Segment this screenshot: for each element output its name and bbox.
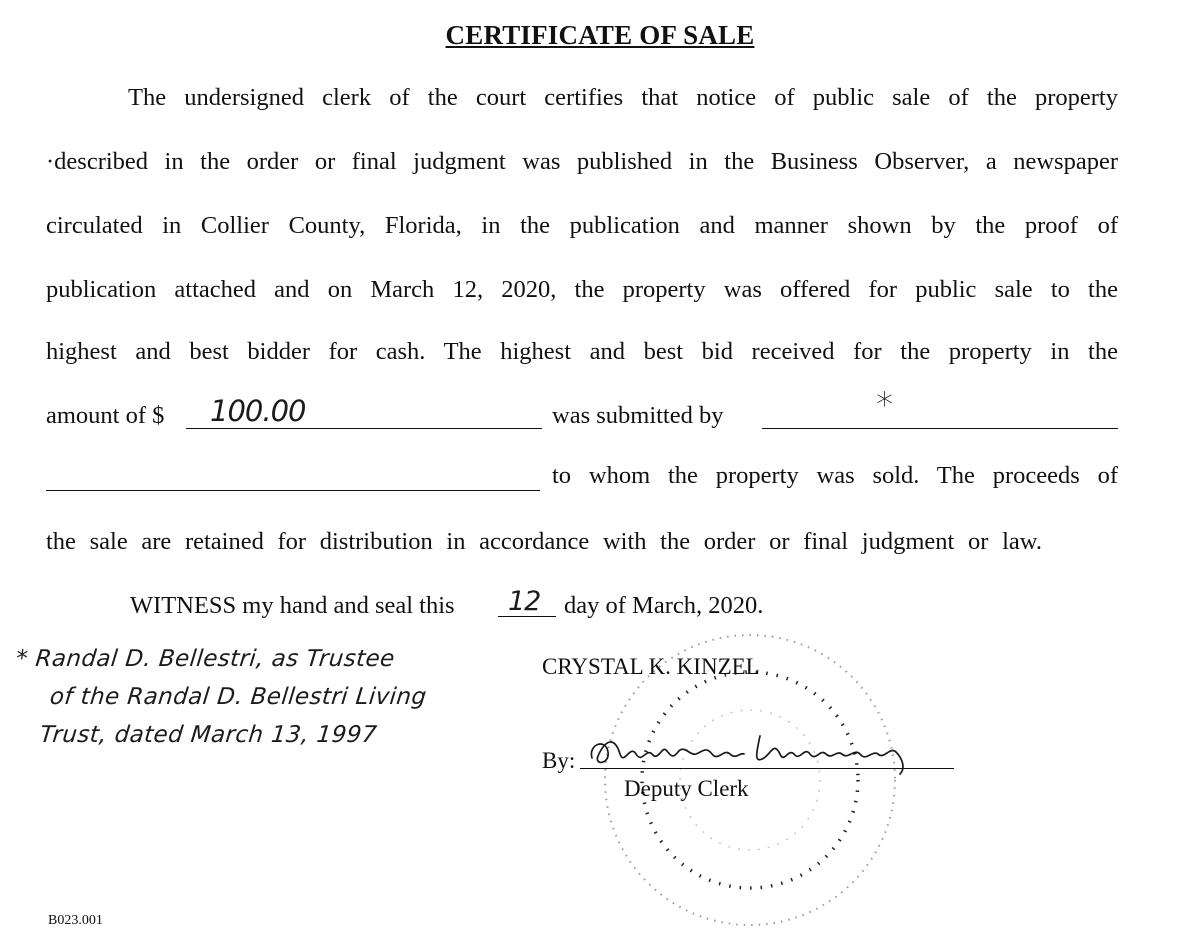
amount-handwritten: 100.00 bbox=[210, 394, 306, 428]
bidder-blank bbox=[762, 428, 1118, 429]
by-label: By: bbox=[542, 748, 576, 773]
document-title: CERTIFICATE OF SALE bbox=[445, 20, 755, 50]
deputy-clerk-label: Deputy Clerk bbox=[624, 776, 749, 801]
witness-prefix: WITNESS my hand and seal this bbox=[130, 592, 455, 619]
submitted-by-label: was submitted by bbox=[552, 402, 724, 429]
bidder-name-blank bbox=[46, 490, 540, 491]
paragraph-line-1: The undersigned clerk of the court certifies that notice of public sale of the property bbox=[128, 84, 1118, 111]
amount-blank bbox=[186, 428, 542, 429]
sold-to-text: to whom the property was sold. The proceeds of bbox=[552, 462, 1118, 489]
paragraph-line-2: ·described in the order or final judgment was published in the Business Observer, a newspaper bbox=[46, 148, 1118, 175]
paragraph-line-3: circulated in Collier County, Florida, in the publication and manner shown by the proof of bbox=[46, 212, 1118, 239]
paragraph-line-5: highest and best bidder for cash. The highest and best bid received for the property in the bbox=[46, 338, 1118, 365]
paragraph-line-4: publication attached and on March 12, 2020, the property was offered for public sale to the bbox=[46, 276, 1118, 303]
closing-line: the sale are retained for distribution in accordance with the order or final judgment or law. bbox=[46, 528, 1042, 555]
bidder-asterisk: * bbox=[876, 385, 893, 425]
amount-prefix: amount of $ bbox=[46, 402, 165, 429]
handwritten-note-line-1: * Randal D. Bellestri, as Trustee bbox=[14, 646, 397, 672]
clerk-name: CRYSTAL K. KINZEL bbox=[542, 654, 760, 679]
witness-suffix: day of March, 2020. bbox=[564, 592, 764, 619]
form-code: B023.001 bbox=[48, 913, 103, 928]
handwritten-note-line-2: of the Randal D. Bellestri Living bbox=[48, 684, 428, 710]
witness-day-handwritten: 12 bbox=[508, 586, 541, 617]
deputy-clerk-signature bbox=[584, 724, 924, 780]
handwritten-note-line-3: Trust, dated March 13, 1997 bbox=[38, 722, 379, 748]
